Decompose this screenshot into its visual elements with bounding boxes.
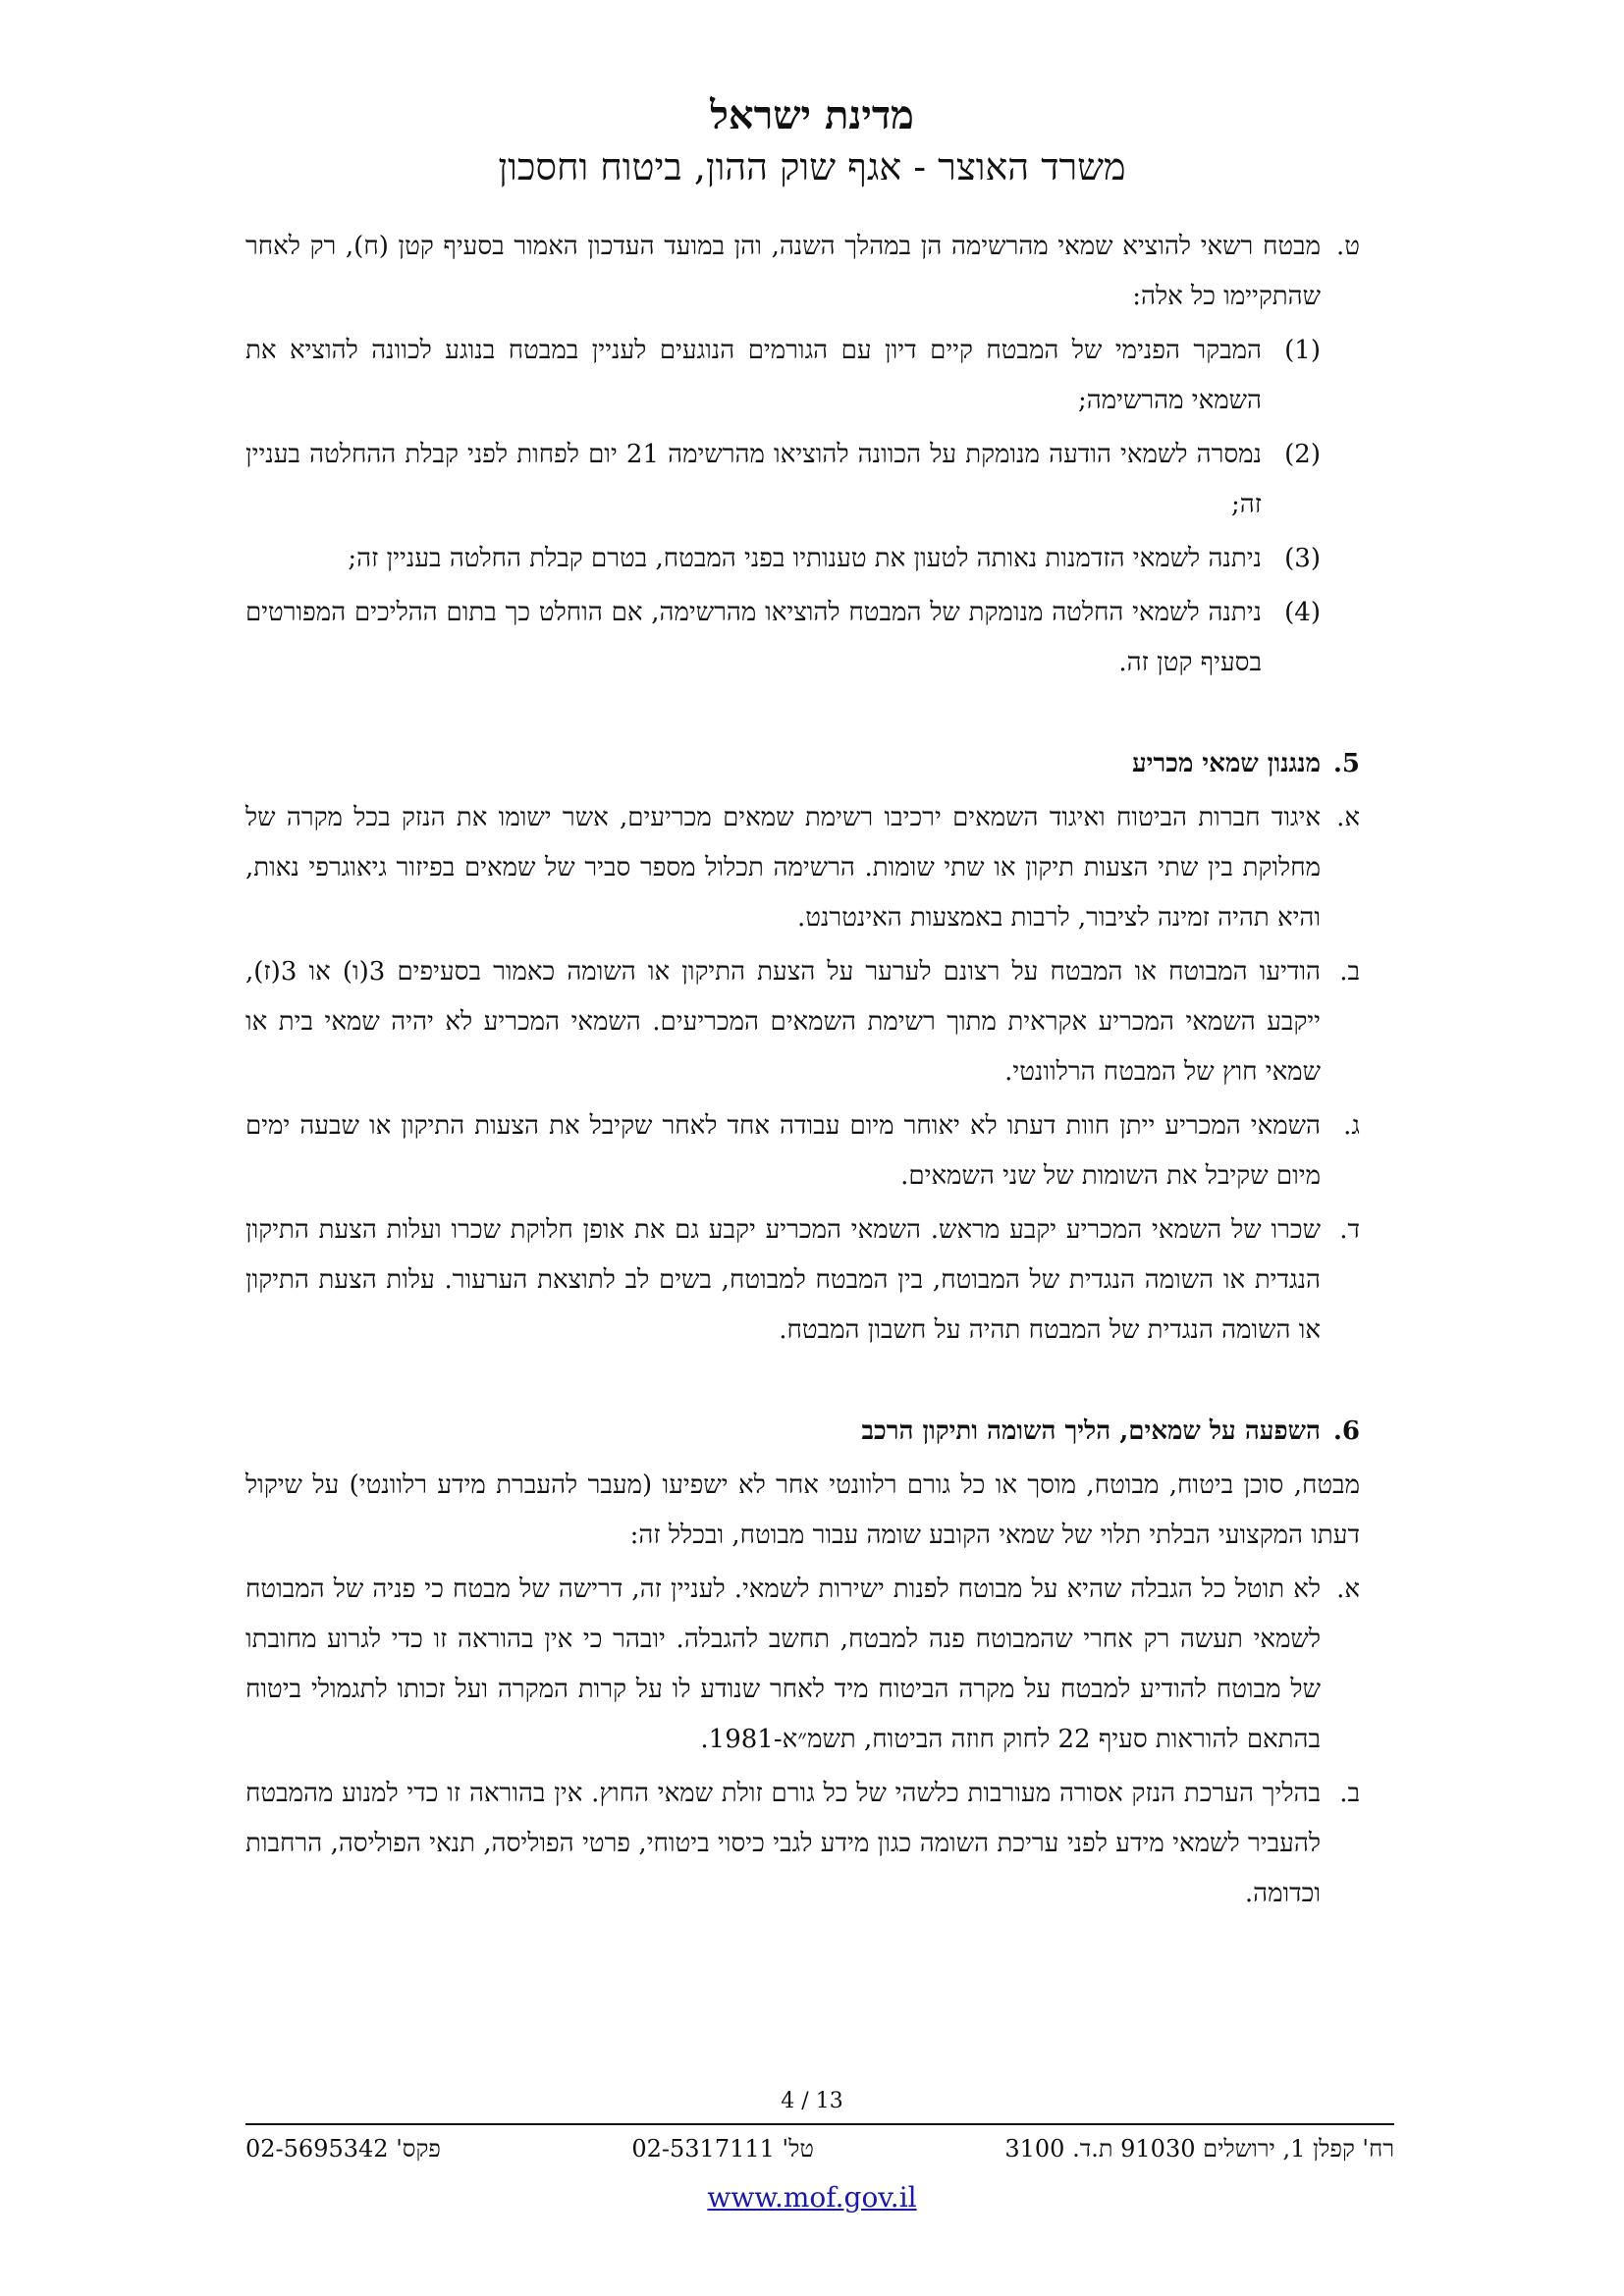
clause-marker: ב.: [1339, 957, 1360, 987]
website-link[interactable]: www.mof.gov.il: [707, 2181, 917, 2214]
ministry-title: משרד האוצר - אגף שוק ההון, ביטוח וחסכון: [498, 145, 1126, 188]
section-title: השפעה על שמאים, הליך השומה ותיקון הרכב: [861, 1416, 1321, 1446]
section-intro: מבטח, סוכן ביטוח, מבוטח, מוסך או כל גורם רלוונטי אחר לא ישפיעו (מעבר להעברת מידע רלוונטי) על שיקול דעתו המקצועי הבלתי תלוי של שמאי הקובע שומה עבור מבוטח, ובכלל זה:: [245, 1470, 1360, 1550]
clause-marker: ד.: [1339, 1215, 1360, 1245]
sub-item: [245, 588, 1360, 688]
sub-item-number: (2): [1284, 440, 1321, 469]
clause-marker: ג.: [1343, 1111, 1360, 1141]
state-title: מדינת ישראל: [710, 92, 914, 138]
footer-website: [0, 2181, 1624, 2214]
sub-item-number: (3): [1284, 544, 1321, 573]
section-title: מנגנון שמאי מכריע: [1131, 749, 1321, 778]
sub-item-text: המבקר הפנימי של המבטח קיים דיון עם הגורמים הנוגעים לעניין במבטח בנוגע לכוונה להוציא את השמאי מהרשימה;: [245, 336, 1263, 415]
footer-phone: טל' 02-5317111: [631, 2135, 814, 2163]
footer-contact: [245, 2132, 1394, 2165]
clause-tet: [245, 222, 1360, 322]
sub-item-number: (4): [1284, 598, 1321, 627]
clause: [245, 947, 1360, 1097]
sub-item-text: ניתנה לשמאי החלטה מנומקת של המבטח להוציאו מהרשימה, אם הוחלט כך בתום ההליכים המפורטים בסעיף קטן זה.: [245, 598, 1262, 677]
clause-text: הודיעו המבוטח או המבטח על רצונם לערער על הצעת התיקון או השומה כאמור בסעיפים 3(ו) או 3(ז), ייקבע השמאי המכריע אקראית מתוך רשימת השמאים המכריעים. השמאי המכריע לא יהיה שמאי בית או שמאי חוץ של המבטח הרלוונטי.: [245, 957, 1322, 1087]
clause: [245, 1565, 1360, 1765]
footer-address: רח' קפלן 1, ירושלים 91030 ת.ד. 3100: [1004, 2135, 1394, 2163]
clause-text: השמאי המכריע ייתן חוות דעתו לא יאוחר מיום עבודה אחד לאחר שקיבל את הצעות התיקון או שבעה ימים מיום שקיבל את השומות של שני השמאים.: [245, 1111, 1321, 1191]
clause: [245, 793, 1360, 943]
clause-marker: ב.: [1339, 1779, 1360, 1808]
page-number: 4 / 13: [781, 2089, 843, 2113]
sub-item: [245, 430, 1360, 530]
clause-marker: א.: [1336, 1575, 1360, 1604]
document-body: [245, 222, 1360, 1923]
footer-fax: פקס' 02-5695342: [245, 2135, 441, 2163]
clause-marker: א.: [1336, 803, 1360, 832]
sub-item-text: נמסרה לשמאי הודעה מנומקת על הכוונה להוציאו מהרשימה 21 יום לפחות לפני קבלת ההחלטה בעניין זה;: [245, 440, 1262, 519]
clause-text: בהליך הערכת הנזק אסורה מעורבות כלשהי של כל גורם זולת שמאי החוץ. אין בהוראה זו כדי למנוע מהמבטח להעביר לשמאי מידע לפני עריכת השומה כגון מידע לגבי כיסוי ביטוחי, פרטי הפוליסה, תנאי הפוליסה, הרחבות וכדומה.: [245, 1779, 1321, 1908]
clause-text: שכרו של השמאי המכריע יקבע מראש. השמאי המכריע יקבע גם את אופן חלוקת שכרו ועלות הצעת התיקון הנגדית או השומה הנגדית של המבוטח, בין המבטח למבוטח, בשים לב לתוצאת הערעור. עלות הצעת התיקון או השומה הנגדית של המבטח תהיה על חשבון המבטח.: [245, 1215, 1321, 1345]
clause: [245, 1101, 1360, 1201]
sub-item-text: ניתנה לשמאי הזדמנות נאותה לטעון את טענותיו בפני המבטח, בטרם קבלת החלטה בעניין זה;: [348, 544, 1262, 573]
sub-item-number: (1): [1284, 336, 1321, 365]
clause-text: איגוד חברות הביטוח ואיגוד השמאים ירכיבו רשימת שמאים מכריעים, אשר ישומו את הנזק בכל מקרה של מחלוקת בין שתי הצעות תיקון או שתי שומות. הרשימה תכלול מספר סביר של שמאים בפיזור גיאוגרפי נאות, והיא תהיה זמינה לציבור, לרבות באמצעות האינטרנט.: [245, 803, 1321, 933]
clause: [245, 1769, 1360, 1919]
clause: [245, 1205, 1360, 1356]
section-5-heading: [245, 739, 1360, 789]
letterhead: [0, 90, 1624, 192]
sub-item: [245, 534, 1360, 584]
footer-divider: [245, 2123, 1394, 2125]
sub-item: [245, 326, 1360, 426]
clause-text: מבטח רשאי להוציא שמאי מהרשימה הן במהלך השנה, והן במועד העדכון האמור בסעיף קטן (ח), רק לאחר שהתקיימו כל אלה:: [245, 232, 1321, 311]
clause-text: לא תוטל כל הגבלה שהיא על מבוטח לפנות ישירות לשמאי. לעניין זה, דרישה של מבטח כי פניה של המבוטח לשמאי תעשה רק אחרי שהמבוטח פנה למבטח, תחשב להגבלה. יובהר כי אין בהוראה זו כדי לגרוע מחובתו של מבוטח להודיע למבטח על מקרה הביטוח מיד לאחר שנודע לו על קרות המקרה ועל זכותו לתגמולי ביטוח בהתאם להוראות סעיף 22 לחוק חוזה הביטוח, תשמ״א-1981.: [245, 1575, 1321, 1754]
section-number: 6.: [1332, 1416, 1360, 1446]
section-number: 5.: [1332, 749, 1360, 778]
clause-marker: ט.: [1336, 232, 1360, 261]
section-6-heading: [245, 1407, 1360, 1457]
